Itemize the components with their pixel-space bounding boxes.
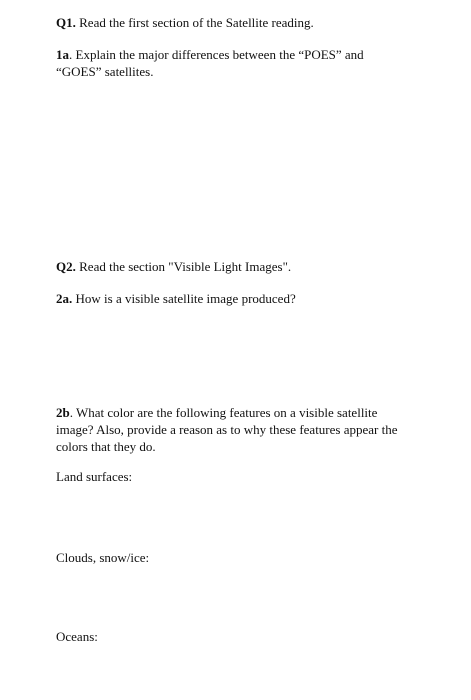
clouds-snow-ice-label: Clouds, snow/ice: <box>56 550 150 565</box>
question-2b-text: . What color are the following features on a visible satellite image? Also, provide a reason as to why these features appear the colors that they do. <box>56 405 398 454</box>
question-1-number: Q1. <box>56 15 76 30</box>
question-1a-text: . Explain the major differences between the “POES” and “GOES” satellites. <box>56 47 364 79</box>
oceans-label: Oceans: <box>56 629 98 644</box>
question-2b-number: 2b <box>56 405 70 420</box>
question-2-number: Q2. <box>56 259 76 274</box>
question-2 <box>56 258 406 275</box>
question-1a <box>56 46 396 80</box>
question-2a-number: 2a. <box>56 291 73 306</box>
land-surfaces-label: Land surfaces: <box>56 469 133 484</box>
question-2b <box>56 404 408 455</box>
question-1a-number: 1a <box>56 47 69 62</box>
question-1 <box>56 14 406 31</box>
question-2-text: Read the section "Visible Light Images". <box>75 259 292 274</box>
question-2a <box>56 290 406 307</box>
question-1-text: Read the first section of the Satellite reading. <box>75 15 314 30</box>
question-2a-text: How is a visible satellite image produced? <box>72 291 296 306</box>
